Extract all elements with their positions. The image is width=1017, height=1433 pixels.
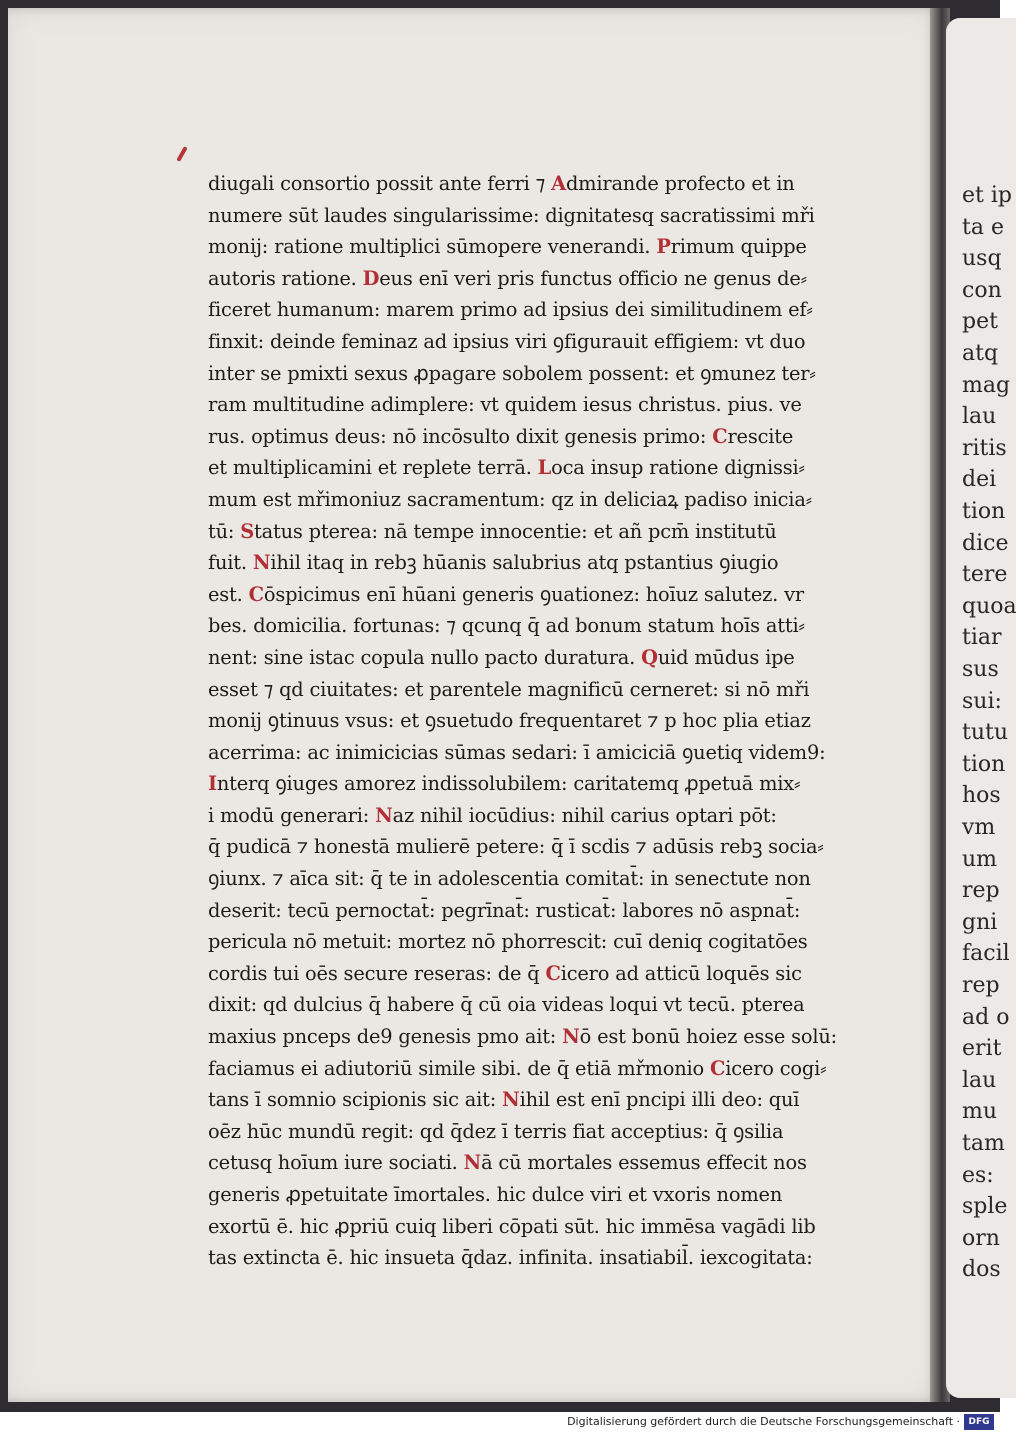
facing-page-fragment: rep [962,878,1000,904]
text-line [208,168,848,200]
text-line [208,768,848,800]
rubricated-initial: N [562,1024,580,1049]
text-segment: acerrima: ac inimicicias sūmas sedari: ī amiciciā ꝯuetiq videm9: [208,739,826,764]
facing-page-fragment: es: [962,1162,994,1188]
text-line [208,1053,848,1085]
facing-page-fragment: vm [962,815,996,840]
text-segment: q̄ pudicā ⁊ honestā mulierē petere: q̄ ī scdis ⁊ adūsis rebꝫ socia⸗ [208,834,824,859]
text-segment: dixit: qd dulcius q̄ habere q̄ cū oia videas loqui vt tecū. pterea [208,992,805,1017]
facing-page-fragment: con [962,277,1002,303]
facing-page-fragment: tion [962,499,1006,524]
text-segment: oēz hūc mundū regit: qd q̄dez ī terris fiat acceptius: q̄ ꝯsilia [208,1118,784,1143]
text-segment: et multiplicamini et replete terrā. [208,455,538,480]
text-segment: az nihil iocūdius: nihil carius optari pōt: [392,802,777,827]
footer-bar [0,1412,1000,1433]
facing-page-fragment: tere [962,562,1008,588]
text-line [208,484,848,516]
text-segment: nterq ꝯiuges amorez indissolubilem: caritatemq ꝓpetuā mix⸗ [216,771,801,796]
text-segment: est. [208,581,249,606]
text-line [208,516,848,548]
text-segment: ihil itaq in rebꝫ hūanis salubrius atq pstantius ꝯiugio [270,550,779,575]
text-segment: esset ⁊ qd ciuitates: et parentele magnificū cerneret: si nō mři [208,676,810,701]
facing-page-fragment: atq [962,341,999,366]
facing-page-fragment: quoa [962,593,1017,619]
text-line [208,831,848,863]
text-segment: generis ꝓpetuitate īmortales. hic dulce viri et vxoris nomen [208,1182,783,1206]
facing-page-fragment: lau [962,404,997,430]
text-line [208,294,848,326]
text-segment: rus. optimus deus: nō incōsulto dixit genesis primo: [208,423,713,448]
text-segment: eus enī veri pris functus officio ne genus de⸗ [379,265,807,290]
text-segment: rescite [727,423,794,448]
text-line [208,863,848,895]
rubricated-initial: N [375,802,393,827]
text-segment: pericula nō metuit: mortez nō phorrescit: cuī deniq cogitatōes [208,929,808,954]
text-segment: tans ī somnio scipionis sic ait: [208,1087,503,1112]
facing-page-fragment: dei [962,467,997,493]
facing-page-fragment: tam [962,1131,1005,1156]
text-segment: deserit: tecū pernoctat̄: pegrīnat̄: rusticat̄: labores nō aspnat̄: [208,897,801,922]
text-line [208,1116,848,1148]
text-line [208,547,848,579]
text-segment: monij ꝯtinuus vsus: et ꝯsuetudo frequentaret ⁊ p hoc plia etiaz [208,708,811,733]
text-line [208,737,848,769]
text-segment: bes. domicilia. fortunas: ⁊ qcunq q̄ ad bonum statum hoīs atti⸗ [208,613,805,638]
rubricated-initial: N [252,550,271,575]
text-line [208,1084,848,1116]
facing-page-fragment: ritis [962,435,1007,461]
rubricated-initial: A [551,171,566,195]
facing-page-edge [946,18,1016,1398]
text-segment: dmirande profecto et in [565,171,795,195]
text-line [208,326,848,358]
facing-page-fragment: tutu [962,720,1009,746]
text-line [208,579,848,611]
text-segment: autoris ratione. [208,265,363,290]
facing-page-fragment: ta e [962,214,1004,240]
text-line [208,1211,848,1243]
footer-credit: Digitalisierung gefördert durch die Deutsche Forschungsgemeinschaft · [567,1415,960,1428]
text-segment: uid mūdus ipe [657,644,795,669]
text-line [208,989,848,1021]
text-segment: cordis tui oēs secure reseras: de q̄ [208,960,546,985]
rubricated-initial: P [656,234,671,259]
text-line [208,421,848,453]
text-line [208,231,848,263]
facing-page-fragment: mu [962,1099,998,1125]
rubricated-initial: C [712,423,728,448]
text-segment: ꝯiunx. ⁊ aīca sit: q̄ te in adolescentia comitat̄: in senectute non [208,866,811,891]
facing-page-fragment: usq [962,246,1002,272]
text-segment: mum est mřimoniuz sacramentum: qz in deliciaꝝ padiso inicia⸗ [208,486,812,511]
text-segment: diugali consortio possit ante ferri ⁊ [208,171,552,195]
text-segment: oca insup ratione dignissi⸗ [551,455,805,480]
text-line [208,200,848,232]
facing-page-fragment: sui: [962,688,1002,714]
main-text-block [208,168,868,1274]
text-segment: ficeret humanum: marem primo ad ipsius dei similitudinem ef⸗ [208,297,813,322]
facing-page-fragment: erit [962,1036,1002,1062]
facing-page-fragment: dos [962,1257,1001,1283]
facing-page-fragment: tiar [962,625,1002,651]
text-line [208,1147,848,1179]
text-line [208,800,848,832]
text-line [208,1242,848,1274]
rubricated-initial: Q [641,644,658,669]
facing-page-fragment: ad o [962,1004,1010,1030]
text-line [208,674,848,706]
text-segment: faciamus ei adiutoriū simile sibi. de q̄ etiā mřmonio [208,1055,710,1080]
rubricated-initial: N [463,1150,482,1175]
text-segment: tatus pterea: nā tempe innocentie: et añ pcm̄ institutū [254,518,777,543]
text-segment: ihil est enī pncipi illi deo: quī [519,1087,800,1112]
text-segment: exortū ē. hic ꝓpriū cuiq liberi cōpati sūt. hic immēsa vagādi lib [208,1213,816,1238]
facing-page-fragment: hos [962,783,1001,809]
rubricated-initial: L [537,455,552,480]
text-segment: numere sūt laudes singularissime: dignitatesq sacratissimi mři [208,202,815,227]
text-line [208,452,848,484]
text-line [208,705,848,737]
text-line [208,389,848,421]
text-segment: nent: sine istac copula nullo pacto duratura. [208,644,642,669]
facing-page-fragment: pet [962,309,998,335]
facing-page-fragment: sus [962,657,999,682]
text-segment: ō est bonū hoiez esse solū: [579,1024,838,1049]
facing-page-fragment: gni [962,909,998,935]
facing-page-fragment: tion [962,751,1006,777]
text-segment: ram multitudine adimplere: vt quidem iesus christus. pius. ve [208,392,802,417]
red-margin-mark [176,146,187,162]
text-line [208,642,848,674]
text-segment: maxius pnceps de9 genesis pmo ait: [208,1024,563,1049]
text-segment: monij: ratione multiplici sūmopere venerandi. [208,234,657,259]
text-line [208,958,848,990]
text-segment: icero cogi⸗ [725,1055,827,1080]
rubricated-initial: C [248,581,264,606]
facing-page-fragment: dice [962,530,1009,556]
text-segment: ōspicimus enī hūani generis ꝯuationez: hoīuz salutez. vr [263,581,804,606]
facing-page-fragment: lau [962,1067,997,1093]
text-line [208,1021,848,1053]
facing-page-fragment: et ip [962,183,1012,208]
text-line [208,263,848,295]
rubricated-initial: C [545,960,561,985]
dfg-logo: DFG [964,1414,994,1430]
rubricated-initial: S [240,518,255,543]
text-line [208,358,848,390]
text-segment: fuit. [208,550,253,575]
facing-page-fragment: rep [962,973,1000,998]
text-segment: icero ad atticū loquēs sic [560,960,802,985]
facing-page-fragment: mag [962,372,1011,398]
facing-page-fragment: orn [962,1225,1000,1251]
text-segment: finxit: deinde feminaz ad ipsius viri ꝯfigurauit effigiem: vt duo [208,328,806,353]
text-segment: cetusq hoīum iure sociati. [208,1150,464,1175]
facing-page-fragment: sple [962,1194,1008,1220]
rubricated-initial: I [208,771,217,796]
text-segment: tas extincta ē. hic insueta q̄daz. infinita. insatiabil̄. iexcogitata: [208,1245,813,1270]
text-line [208,926,848,958]
text-line [208,610,848,642]
book-page [8,8,938,1402]
rubricated-initial: N [502,1087,520,1112]
facing-page-fragment: facil [962,941,1010,967]
text-line [208,895,848,927]
text-segment: inter se pmixti sexus ꝓpagare sobolem possent: et ꝯmunez ter⸗ [208,360,816,385]
text-segment: i modū generari: [208,802,376,827]
rubricated-initial: D [362,265,380,290]
text-segment: tū: [208,518,241,543]
text-segment: ā cū mortales essemus effecit nos [481,1150,807,1175]
text-segment: rimum quippe [670,234,807,259]
facing-page-fragment: um [962,846,998,872]
rubricated-initial: C [710,1055,726,1080]
text-line [208,1179,848,1211]
